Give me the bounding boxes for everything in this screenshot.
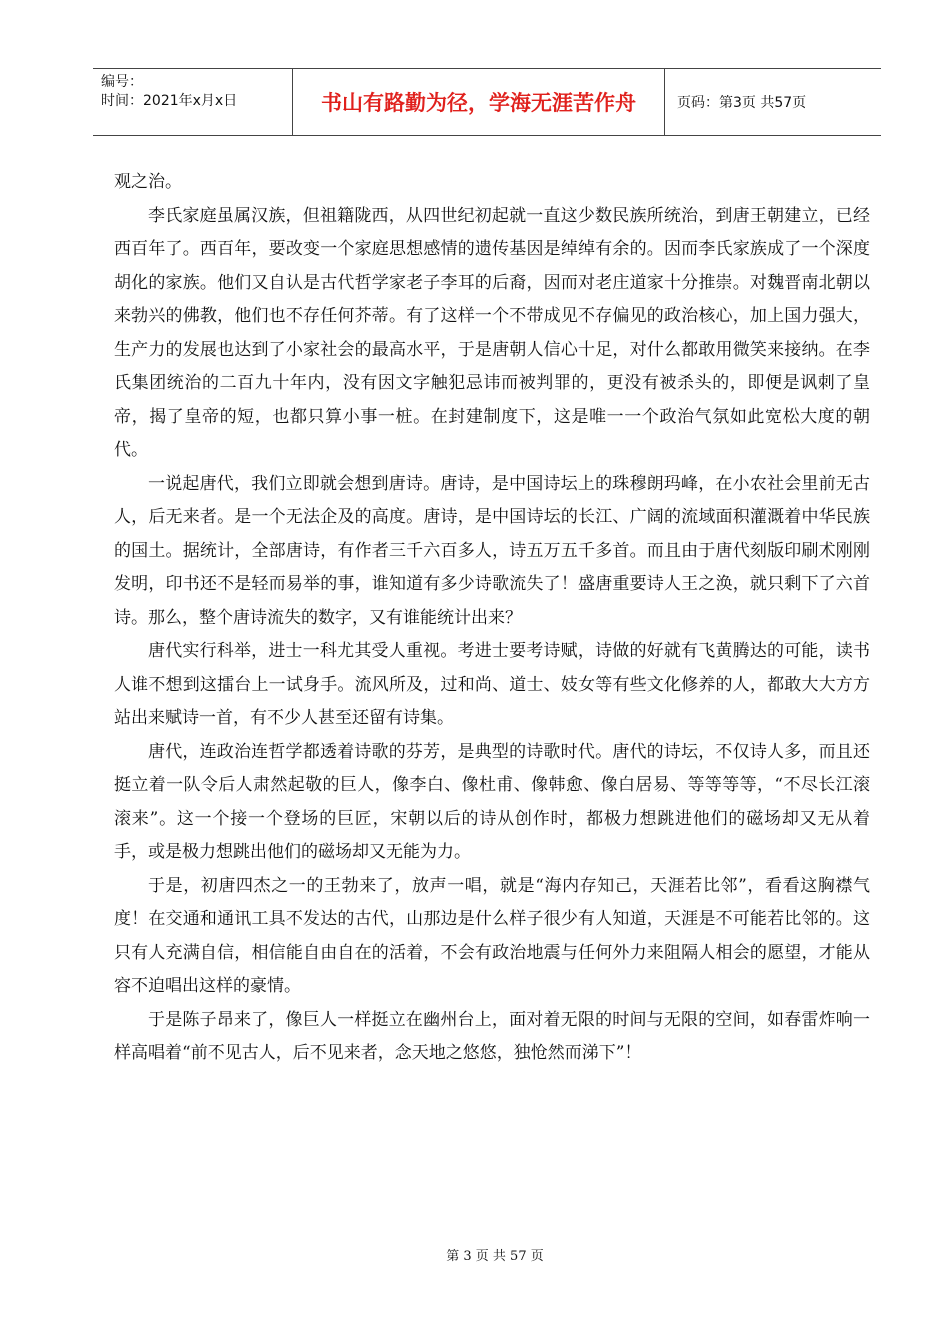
page-footer: 第 3 页 共 57 页 bbox=[446, 1249, 544, 1264]
paragraph: 于是陈子昂来了，像巨人一样挺立在幽州台上，面对着无限的时间与无限的空间，如春雷炸响一样高唱着“前不见古人，后不见来者，念天地之悠悠，独怆然而涕下”！ bbox=[114, 1009, 870, 1063]
paragraph: 观之治。 bbox=[114, 172, 182, 192]
paragraph: 李氏家庭虽属汉族，但祖籍陇西，从四世纪初起就一直这少数民族所统治，到唐王朝建立，已经西百年了。西百年，要改变一个家庭思想感情的遗传基因是绰绰有余的。因而李氏家族成了一个深度胡化的家族。他们又自认是古代哲学家老子李耳的后裔，因而对老庄道家十分推崇。对魏晋南北朝以来勃兴的佛教，他们也不存任何芥蒂。有了这样一个不带成见不存偏见的政治核心，加上国力强大，生产力的发展也达到了小家社会的最高水平，于是唐朝人信心十足，对什么都敢用微笑来接纳。在李氏集团统治的二百九十年内，没有因文字触犯忌讳而被判罪的，更没有被杀头的，即便是讽刺了皇帝，揭了皇帝的短，也都只算小事一桩。在封建制度下，这是唯一一个政治气氛如此宽松大度的朝代。 bbox=[114, 205, 870, 460]
paragraph: 一说起唐代，我们立即就会想到唐诗。唐诗，是中国诗坛上的珠穆朗玛峰，在小农社会里前无古人，后无来者。是一个无法企及的高度。唐诗，是中国诗坛的长江、广阔的流域面积灌溉着中华民族的国土。据统计，全部唐诗，有作者三千六百多人，诗五万五千多首。而且由于唐代刻版印刷术刚刚发明，印书还不是轻而易举的事，谁知道有多少诗歌流失了！盛唐重要诗人王之涣，就只剩下了六首诗。那么，整个唐诗流失的数字，又有谁能统计出来？ bbox=[114, 473, 870, 628]
header-page-number: 页码：第3页 共57页 bbox=[677, 95, 807, 111]
document-body bbox=[114, 166, 870, 1071]
document-time-label: 时间：2021年x月x日 bbox=[101, 93, 238, 109]
paragraph: 于是，初唐四杰之一的王勃来了，放声一唱，就是“海内存知己，天涯若比邻”，看看这胸襟气度！在交通和通讯工具不发达的古代，山那边是什么样子很少有人知道，天涯是不可能若比邻的。这只有人充满自信，相信能自由自在的活着，不会有政治地震与任何外力来阻隔人相会的愿望，才能从容不迫唱出这样的豪情。 bbox=[114, 875, 870, 996]
header-motto: 书山有路勤为径，学海无涯苦作舟 bbox=[293, 69, 665, 135]
header-meta bbox=[93, 69, 293, 135]
paragraph: 唐代实行科举，进士一科尤其受人重视。考进士要考诗赋，诗做的好就有飞黄腾达的可能，读书人谁不想到这擂台上一试身手。流风所及，过和尚、道士、妓女等有些文化修养的人，都敢大大方方站出来赋诗一首，有不少人甚至还留有诗集。 bbox=[114, 641, 870, 728]
document-number-label: 编号： bbox=[101, 74, 143, 90]
paragraph: 唐代，连政治连哲学都透着诗歌的芬芳，是典型的诗歌时代。唐代的诗坛，不仅诗人多，而且还挺立着一队令后人肃然起敬的巨人，像李白、像杜甫、像韩愈、像白居易、等等等等，“不尽长江滚滚来”。这一个接一个登场的巨匠，宋朝以后的诗从创作时，都极力想跳进他们的磁场却又无从着手，或是极力想跳出他们的磁场却又无能为力。 bbox=[114, 741, 870, 862]
page-header bbox=[93, 68, 881, 136]
